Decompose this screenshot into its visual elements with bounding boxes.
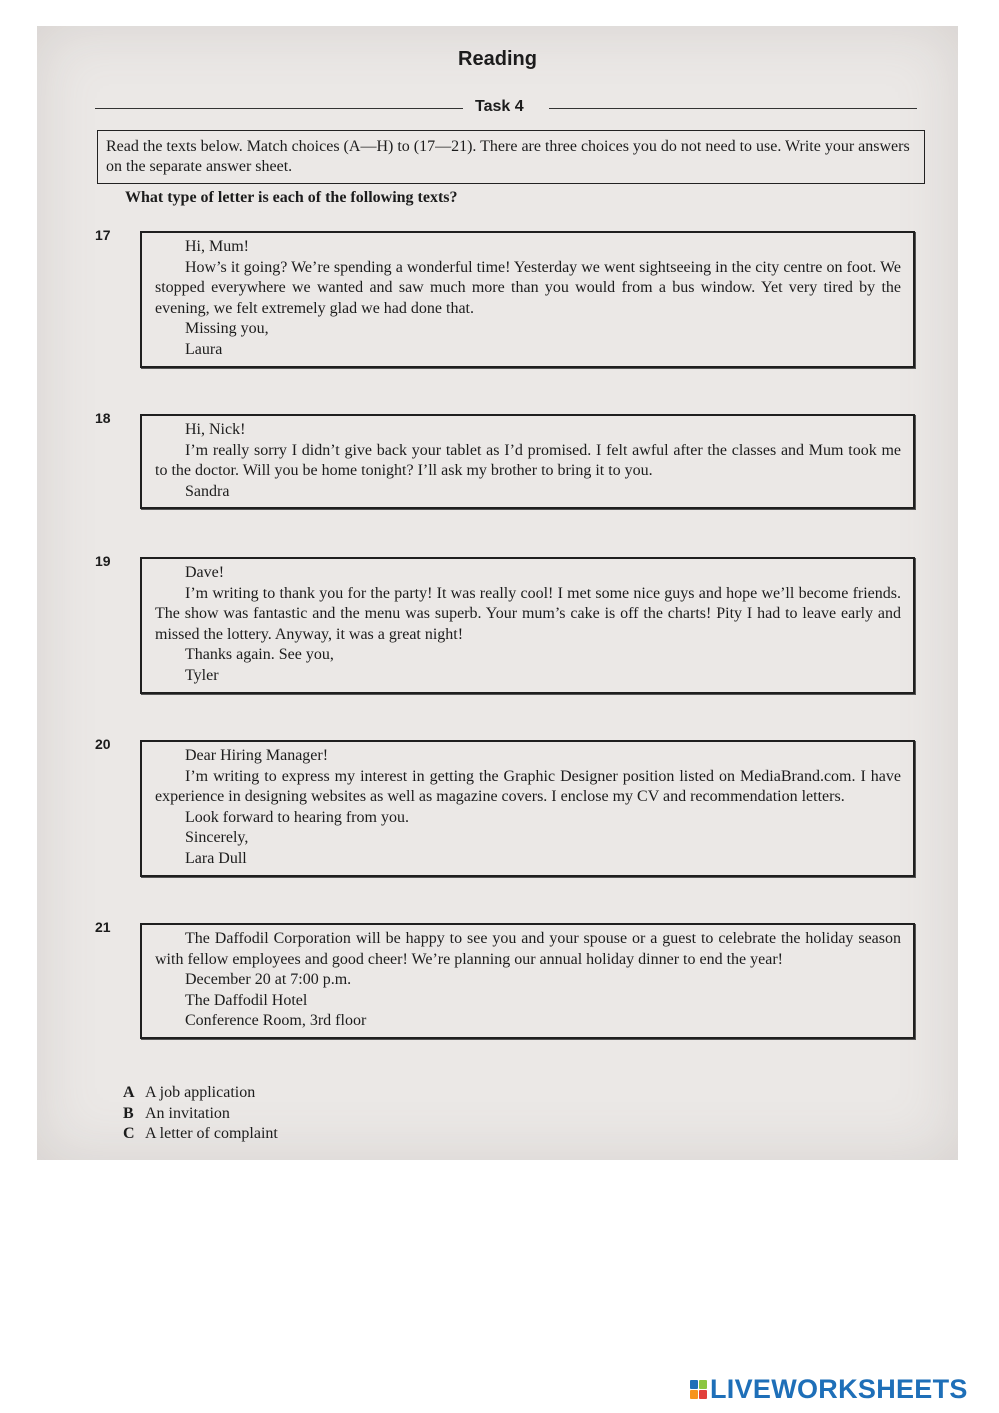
letter-body: I’m writing to thank you for the party! It was really cool! I met some nice guys and hope we’ll become friends. The show was fantastic and the menu was superb. Your mum’s cake is off the charts! Pity I had to leave early and missed the lottery. Anyway, it was a great night! [155,584,901,643]
event-venue: The Daffodil Hotel [185,991,308,1009]
letter-body: I’m really sorry I didn’t give back your tablet as I’d promised. I felt awful after the classes and Mum took me to the doctor. Will you be home tonight? I’ll ask my brother to bring it to you. [155,441,901,480]
item-number: 17 [95,227,111,243]
letter-greeting: Dear Hiring Manager! [185,747,329,764]
letter-greeting: Hi, Nick! [185,421,246,438]
choice-text: An invitation [145,1104,230,1122]
letter-signature: Tyler [185,666,219,684]
letter-body: I’m writing to express my interest in getting the Graphic Designer position listed on MediaBrand.com. I have experience in designing websites as well as magazine covers. I enclose my CV and recommendation letters. [155,767,901,806]
letter-closing: Thanks again. See you, [185,646,334,664]
task-rule-right [549,108,917,109]
question-prompt: What type of letter is each of the following texts? [125,189,458,206]
choice-letter: C [123,1125,135,1143]
letter-greeting: Hi, Mum! [185,238,249,255]
choice-letter: A [123,1084,135,1101]
item-number: 19 [95,553,111,569]
page-title: Reading [458,48,537,70]
liveworksheets-logo[interactable] [690,1374,968,1404]
task-rule-left [95,108,463,109]
letter-greeting: Dave! [185,564,225,581]
choice-item [123,1124,278,1145]
choice-text: A letter of complaint [145,1125,278,1143]
letter-box-20 [140,740,915,877]
letter-line: Look forward to hearing from you. [185,808,409,826]
choice-text: A job application [145,1084,256,1101]
letter-body: How’s it going? We’re spending a wonderful time! Yesterday we went sightseeing in the city centre on foot. We stopped everywhere we wanted and saw much more than you would from a bus window. Yet very tired by the evening, we felt extremely glad we had done that. [155,258,901,317]
choice-item [123,1083,278,1104]
letter-box-19 [140,557,915,694]
logo-text: LIVEWORKSHEETS [710,1373,968,1404]
logo-blocks-icon [690,1380,707,1399]
letter-closing: Sincerely, [185,829,249,847]
letter-box-17 [140,231,915,368]
letter-box-21 [140,923,915,1039]
item-number: 18 [95,410,111,426]
task-label: Task 4 [475,98,524,115]
choice-item [123,1104,278,1125]
event-room: Conference Room, 3rd floor [185,1012,367,1030]
choices-list [123,1083,278,1145]
letter-signature: Lara Dull [185,849,247,867]
letter-signature: Sandra [185,482,230,500]
item-number: 21 [95,919,111,935]
scanned-page [37,26,958,1160]
event-date: December 20 at 7:00 p.m. [185,971,352,989]
item-number: 20 [95,736,111,752]
letter-closing: Missing you, [185,320,269,338]
choice-letter: B [123,1104,134,1122]
letter-box-18 [140,414,915,509]
instructions-box: Read the texts below. Match choices (A—H) to (17—21). There are three choices you do not need to use. Write your answers on the separate answer sheet. [97,130,925,184]
letter-body: The Daffodil Corporation will be happy to see you and your spouse or a guest to celebrate the holiday season with fellow employees and good cheer! We’re planning our annual holiday dinner to end the year! [155,930,901,968]
letter-signature: Laura [185,340,223,358]
